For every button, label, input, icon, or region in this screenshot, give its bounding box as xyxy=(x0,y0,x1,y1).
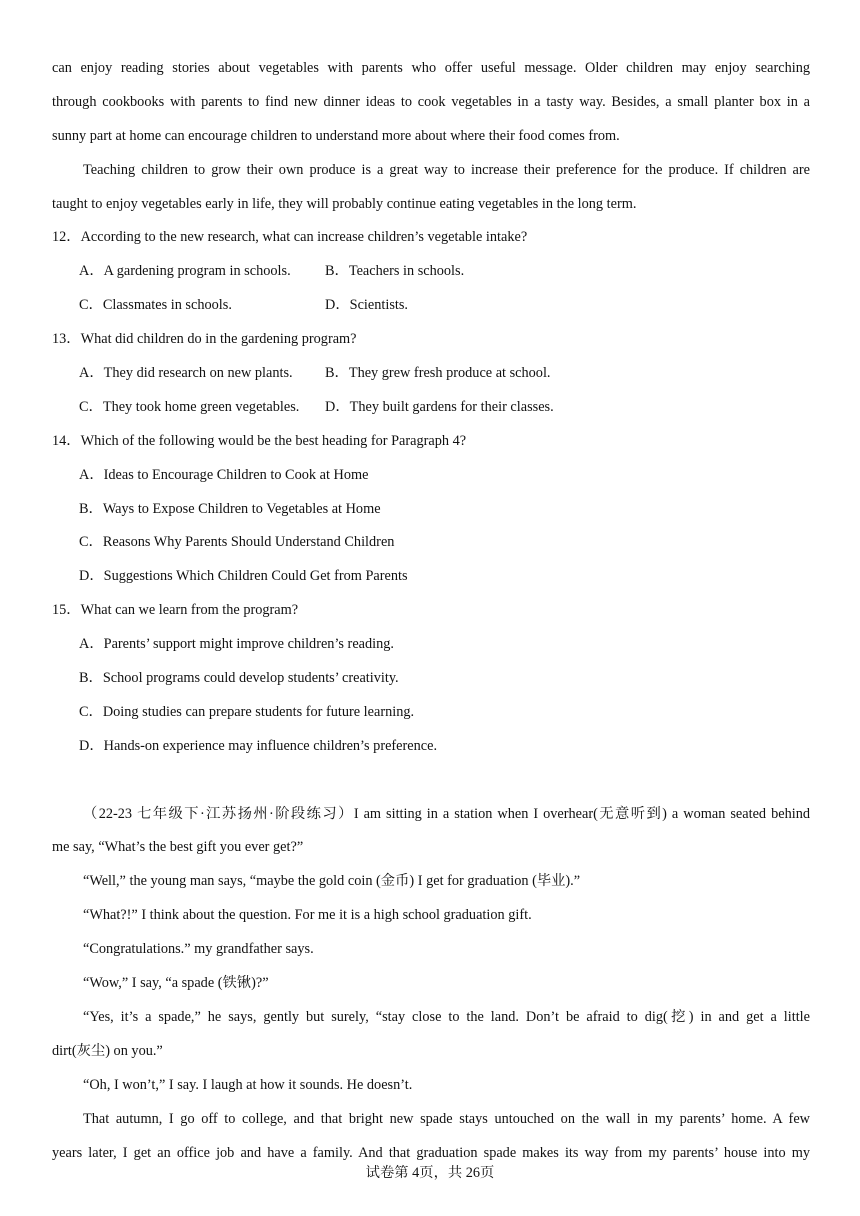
option-b: B．They grew fresh produce at school. xyxy=(325,365,551,382)
option-c: C．They took home green vegetables. xyxy=(79,398,300,415)
page-footer: 试卷第 4页，共 26页 xyxy=(365,1165,495,1181)
question-14 xyxy=(52,425,810,594)
passage-paragraph-3 xyxy=(52,52,810,154)
option-c: C．Reasons Why Parents Should Understand Children xyxy=(79,534,395,551)
text-line: That autumn, I go off to college, and that bright new spade stays untouched on the wall in my parents’ home. A few xyxy=(83,1110,810,1127)
option-b: B．Ways to Expose Children to Vegetables at Home xyxy=(79,500,381,517)
text-line: sunny part at home can encourage children to understand more about where their food comes from. xyxy=(52,127,620,144)
question-stem: 15．What can we learn from the program? xyxy=(52,602,299,619)
option-a: A．A gardening program in schools. xyxy=(79,263,291,280)
passage-paragraph-4 xyxy=(52,154,810,222)
text-line: Teaching children to grow their own produce is a great way to increase their preference for the produce. If children are xyxy=(83,161,810,178)
option-d: D．Scientists. xyxy=(325,297,409,314)
text-line: me say, “What’s the best gift you ever get?” xyxy=(52,839,304,856)
option-b: B．School programs could develop students’ creativity. xyxy=(79,670,399,687)
dialogue-line: “Congratulations.” my grandfather says. xyxy=(83,941,314,958)
text-line: years later, I get an office job and have a family. And that graduation spade makes its way from my parents’ house into my xyxy=(52,1144,810,1161)
passage-intro: （22-23 七年级下·江苏扬州·阶段练习）I am sitting in a station when I overhear(无意听到) a woman seated behind xyxy=(83,805,810,822)
question-13 xyxy=(52,323,810,425)
text-line: dirt(灰尘) on you.” xyxy=(52,1042,163,1059)
option-a: A．Parents’ support might improve children’s reading. xyxy=(79,636,394,653)
dialogue-line: “Yes, it’s a spade,” he says, gently but surely, “stay close to the land. Don’t be afraid to dig(挖) in and get a little xyxy=(83,1008,810,1025)
question-stem: 13．What did children do in the gardening program? xyxy=(52,331,357,348)
dialogue-line: “Well,” the young man says, “maybe the gold coin (金币) I get for graduation (毕业).” xyxy=(83,873,581,890)
dialogue-line: “Wow,” I say, “a spade (铁锹)?” xyxy=(83,975,269,992)
reading-passage-spade xyxy=(52,798,810,1171)
question-15 xyxy=(52,594,810,763)
text-line: can enjoy reading stories about vegetables with parents who offer useful message. Older children may enjoy searching xyxy=(52,60,810,76)
option-d: D．They built gardens for their classes. xyxy=(325,398,554,415)
dialogue-line: “Oh, I won’t,” I say. I laugh at how it sounds. He doesn’t. xyxy=(83,1076,413,1093)
exam-page xyxy=(52,52,810,1170)
text-line: through cookbooks with parents to find new dinner ideas to cook vegetables in a tasty way. Besides, a small planter box in a xyxy=(52,93,810,110)
option-b: B．Teachers in schools. xyxy=(325,263,465,280)
option-c: C．Classmates in schools. xyxy=(79,297,232,314)
option-d: D．Hands-on experience may influence children’s preference. xyxy=(79,737,438,754)
option-a: A．They did research on new plants. xyxy=(79,365,293,382)
question-12 xyxy=(52,221,810,323)
section-gap xyxy=(52,764,810,798)
text-line: taught to enjoy vegetables early in life, they will probably continue eating vegetables in the long term. xyxy=(52,195,637,212)
question-stem: 14．Which of the following would be the best heading for Paragraph 4? xyxy=(52,432,467,449)
option-c: C．Doing studies can prepare students for future learning. xyxy=(79,703,415,720)
option-a: A．Ideas to Encourage Children to Cook at Home xyxy=(79,466,369,483)
option-d: D．Suggestions Which Children Could Get from Parents xyxy=(79,568,408,585)
question-stem: 12．According to the new research, what can increase children’s vegetable intake? xyxy=(52,229,528,246)
dialogue-line: “What?!” I think about the question. For me it is a high school graduation gift. xyxy=(83,907,532,924)
